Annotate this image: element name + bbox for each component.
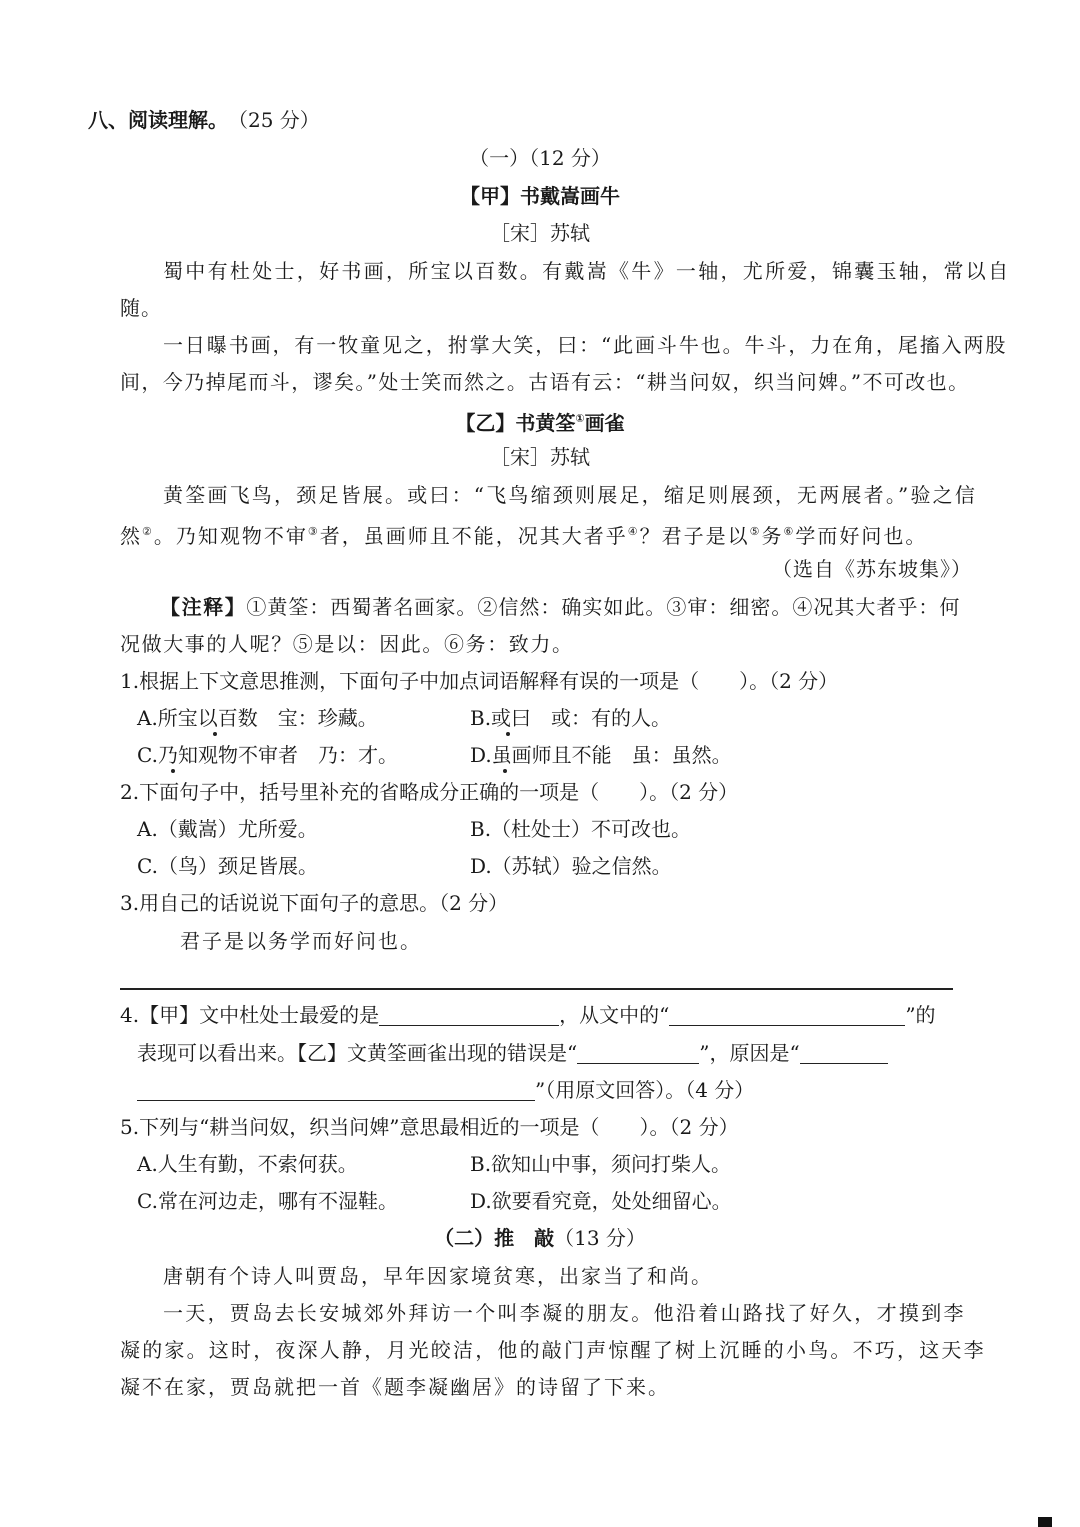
answer-blank[interactable] bbox=[577, 1043, 699, 1064]
part2-heading bbox=[0, 1225, 1080, 1251]
footnote-mark: ① bbox=[575, 412, 585, 425]
q5-option-c: C.常在河边走，哪有不湿鞋。 bbox=[137, 1189, 398, 1213]
q1-option-d: D.虽画师且不能 虽：虽然。 bbox=[470, 743, 732, 767]
q2-option-a: A.（戴嵩）尤所爱。 bbox=[137, 817, 318, 841]
section-header bbox=[88, 107, 320, 133]
answer-blank[interactable] bbox=[137, 1080, 535, 1101]
part2-p2-line1: 一天，贾岛去长安城郊外拜访一个叫李凝的朋友。他沿着山路找了好久，才摸到李 bbox=[163, 1301, 966, 1325]
section-title: 八、阅读理解。 bbox=[88, 108, 228, 132]
q5-option-b: B.欲知山中事，须问打柴人。 bbox=[470, 1152, 732, 1176]
page-corner-mark bbox=[1038, 1517, 1052, 1527]
text-yi-line2 bbox=[120, 519, 927, 549]
text-yi-line1: 黄筌画飞鸟，颈足皆展。或曰：“飞鸟缩颈则展足，缩足则展颈，无两展者。”验之信 bbox=[163, 483, 978, 507]
text-yi-seg: 务 bbox=[761, 523, 784, 548]
part2-p2-line2: 凝的家。这时，夜深人静，月光皎洁，他的敲门声惊醒了树上沉睡的小鸟。不巧，这天李 bbox=[120, 1338, 986, 1362]
text-yi-source: （选自《苏东坡集》） bbox=[772, 557, 972, 581]
part2-p1: 唐朝有个诗人叫贾岛，早年因家境贫寒，出家当了和尚。 bbox=[163, 1264, 713, 1288]
q1-stem: 1.根据上下文意思推测，下面句子中加点词语解释有误的一项是（ ）。（2 分） bbox=[120, 669, 839, 693]
answer-blank[interactable] bbox=[669, 1005, 905, 1026]
q4-line1 bbox=[120, 1002, 936, 1028]
q4-text: ，从文中的“ bbox=[559, 1003, 670, 1027]
q4-text: ”（用原文回答）。（4 分） bbox=[535, 1078, 755, 1102]
part1-heading: （一）（12 分） bbox=[469, 146, 611, 170]
q1-option-b: B.或曰 或：有的人。 bbox=[470, 706, 672, 730]
q4-text: ”，原因是“ bbox=[699, 1041, 800, 1065]
text-jia-title: 【甲】书戴嵩画牛 bbox=[460, 184, 620, 208]
text-yi-title bbox=[0, 406, 1080, 436]
part2-title: （二）推 敲 bbox=[434, 1226, 555, 1250]
text-yi-author: ［宋］苏轼 bbox=[490, 445, 590, 469]
text-jia-p1-line2: 随。 bbox=[120, 296, 162, 320]
text-yi-title-pre: 【乙】书黄筌 bbox=[455, 410, 576, 435]
section-score: （25 分） bbox=[228, 108, 320, 132]
q2-option-b: B.（杜处士）不可改也。 bbox=[470, 817, 692, 841]
notes-text: ①黄筌：西蜀著名画家。②信然：确实如此。③审：细密。④况其大者乎：何 bbox=[246, 595, 961, 619]
q3-stem: 3.用自己的话说说下面句子的意思。（2 分） bbox=[120, 891, 509, 915]
text-yi-title-post: 画雀 bbox=[584, 410, 625, 435]
q3-sentence: 君子是以务学而好问也。 bbox=[180, 929, 422, 953]
answer-blank[interactable] bbox=[379, 1005, 559, 1026]
text-yi-seg: 。乃知观物不审 bbox=[153, 523, 308, 548]
text-yi-seg: 然 bbox=[120, 523, 142, 548]
q2-stem: 2.下面句子中，括号里补充的省略成分正确的一项是（ ）。（2 分） bbox=[120, 780, 739, 804]
emphasis-dot bbox=[506, 732, 510, 736]
text-jia-p2-line1: 一日曝书画，有一牧童见之，拊掌大笑，曰：“此画斗牛也。牛斗，力在角，尾搐入两股 bbox=[163, 333, 1008, 357]
answer-line[interactable] bbox=[120, 988, 953, 990]
q4-line3 bbox=[137, 1077, 754, 1103]
emphasis-dot bbox=[503, 769, 507, 773]
q2-option-c: C.（鸟）颈足皆展。 bbox=[137, 854, 318, 878]
notes-line2: 况做大事的人呢？⑤是以：因此。⑥务：致力。 bbox=[120, 632, 574, 656]
q5-option-d: D.欲要看究竟，处处细留心。 bbox=[470, 1189, 732, 1213]
text-yi-seg: 学而好问也。 bbox=[795, 523, 928, 548]
emphasis-dot bbox=[171, 769, 175, 773]
part2-score: （13 分） bbox=[554, 1226, 646, 1250]
footnote-mark: ② bbox=[142, 525, 154, 538]
q5-stem: 5.下列与“耕当问奴，织当问婢”意思最相近的一项是（ ）。（2 分） bbox=[120, 1115, 739, 1139]
text-jia-p1-line1: 蜀中有杜处士，好书画，所宝以百数。有戴嵩《牛》一轴，尤所爱，锦囊玉轴，常以自 bbox=[163, 259, 1011, 283]
q4-text: 4.【甲】文中杜处士最爱的是 bbox=[120, 1003, 380, 1027]
answer-blank[interactable] bbox=[800, 1043, 888, 1064]
text-yi-seg: 者，虽画师且不能，况其大者乎 bbox=[319, 523, 628, 548]
q2-option-d: D.（苏轼）验之信然。 bbox=[470, 854, 672, 878]
notes-label: 【注释】 bbox=[160, 595, 247, 619]
text-jia-p2-line2: 间，今乃掉尾而斗，谬矣。”处士笑而然之。古语有云：“耕当问奴，织当问婢。”不可改也。 bbox=[120, 370, 970, 394]
q4-text: ”的 bbox=[905, 1003, 936, 1027]
footnote-mark: ③ bbox=[307, 525, 320, 538]
emphasis-dot bbox=[213, 732, 217, 736]
q1-option-c: C.乃知观物不审者 乃：才。 bbox=[137, 743, 398, 767]
notes-line1 bbox=[160, 594, 960, 620]
q5-option-a: A.人生有勤，不索何获。 bbox=[137, 1152, 358, 1176]
text-yi-seg: ？君子是以 bbox=[639, 523, 750, 548]
text-jia-author: ［宋］苏轼 bbox=[490, 221, 590, 245]
q4-line2 bbox=[137, 1040, 888, 1066]
q4-text: 表现可以看出来。【乙】文黄筌画雀出现的错误是“ bbox=[137, 1041, 578, 1065]
footnote-mark: ④ bbox=[627, 525, 640, 538]
footnote-mark: ⑥ bbox=[783, 525, 796, 538]
part2-p2-line3: 凝不在家，贾岛就把一首《题李凝幽居》的诗留了下来。 bbox=[120, 1375, 670, 1399]
footnote-mark: ⑤ bbox=[749, 525, 762, 538]
q1-option-a: A.所宝以百数 宝：珍藏。 bbox=[137, 706, 378, 730]
